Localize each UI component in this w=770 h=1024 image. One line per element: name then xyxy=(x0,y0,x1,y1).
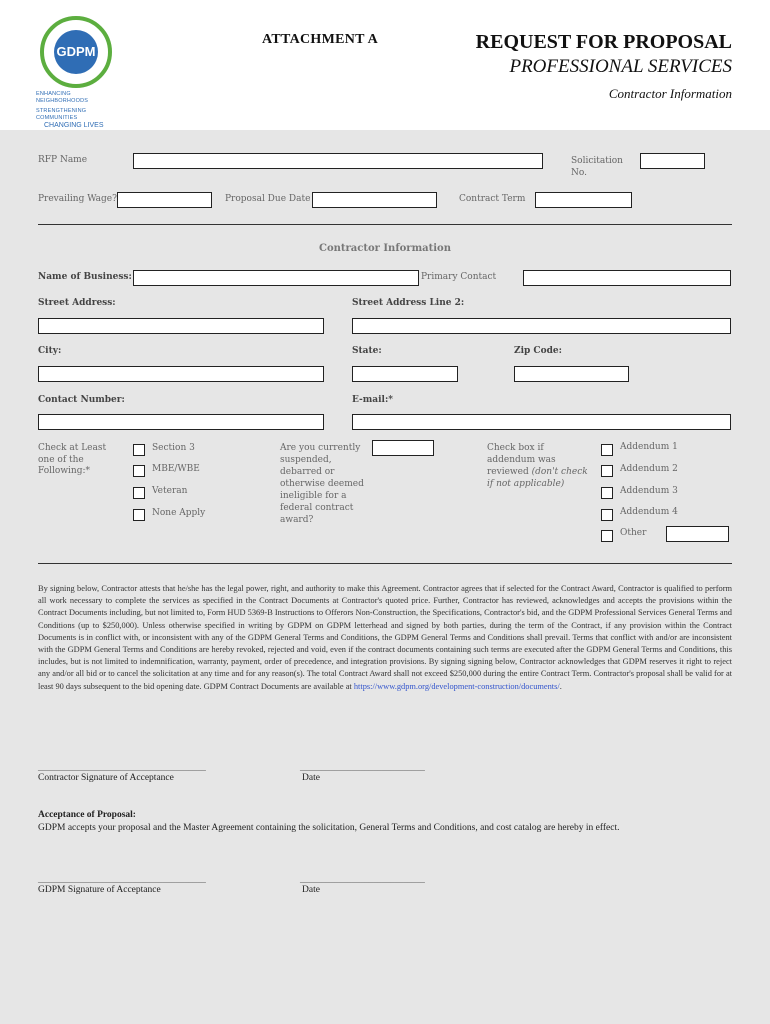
none-apply-checkbox[interactable] xyxy=(133,509,145,521)
addendum-4-label: Addendum 4 xyxy=(620,507,678,517)
gdpm-signature-line[interactable]: _______________________________________ xyxy=(38,874,206,884)
section-3-label: Section 3 xyxy=(152,443,195,453)
primary-contact-field[interactable] xyxy=(523,270,731,286)
divider xyxy=(38,224,732,225)
rfp-title: REQUEST FOR PROPOSAL xyxy=(475,31,732,53)
addendum-3-label: Addendum 3 xyxy=(620,486,678,496)
contract-term-label: Contract Term xyxy=(459,194,526,204)
zip-field[interactable] xyxy=(514,366,629,382)
suspended-question: Are you currently suspended, debarred or otherwise deemed ineligible for a federal contract award? xyxy=(280,443,364,525)
veteran-label: Veteran xyxy=(152,486,188,496)
gdpm-logo xyxy=(36,16,118,129)
addendum-2-checkbox[interactable] xyxy=(601,465,613,477)
addendum-label: Check box if addendum was reviewed xyxy=(487,443,556,477)
suspended-answer-field[interactable] xyxy=(372,440,434,456)
section-3-checkbox[interactable] xyxy=(133,444,145,456)
documents-link[interactable]: https://www.gdpm.org/development-construction/documents/ xyxy=(353,681,560,691)
proposal-due-date-field[interactable] xyxy=(312,192,437,208)
street-address-field[interactable] xyxy=(38,318,324,334)
contact-number-label: Contact Number: xyxy=(38,395,125,405)
proposal-due-date-label: Proposal Due Date xyxy=(225,194,311,204)
rfp-name-label: RFP Name xyxy=(38,155,88,165)
gdpm-signature-label: GDPM Signature of Acceptance xyxy=(38,885,161,895)
agreement-text: By signing below, Contractor attests that he/she has the legal power, right, and authority to make this Agreement. Contractor agrees that if selected for the Contract Award, Contractor is qualified to perform all work necessary to complete the services as specified in the Contract Documents at Contractor's quoted price. Further, Contractor has reviewed, acknowledges and accepts the provisions within the Contract Documents including, but not limited to, Form HUD 5369-B Instructions to Offerors Non-Construction, the Specifications, Contractor's bid, and the GDPM Professional Services General Terms and Conditions (up to $250,000). Unless otherwise specified in writing by GDPM on GDPM letterhead and signed by both parties, during the term of the Contract, if any provision within the Contract Documents is in conflict with, or inconsistent with any of the GDPM General Terms and Conditions, the GDPM General Terms and Conditions shall prevail. Terms that conflict with and/or are inconsistent with the GDPM General Terms and Conditions are hereby revoked, rejected and void, even if the contract documents containing such terms are executed after the GDPM General Terms and Conditions, this includes, but is not limited to indemnification, warranty, payment, order of precedence, and integration provisions. By signing signing below, Contractor acknowledges that GDPM reserves it right to reject any and/or all bid or to cancel the solicitation at any time and for any reason(s). The total Contract Award shall not exceed $250,000 during the entire Contract Term. Contractor's proposal shall be valid for at least 90 days subsequent to the bid opening date. GDPM Contract Documents are available at xyxy=(38,584,732,691)
contractor-signature-label: Contractor Signature of Acceptance xyxy=(38,773,174,783)
zip-label: Zip Code: xyxy=(514,346,562,356)
email-label: E-mail:* xyxy=(352,395,393,405)
contact-number-field[interactable] xyxy=(38,414,324,430)
city-label: City: xyxy=(38,346,62,356)
other-label: Other xyxy=(620,528,647,538)
acceptance-title: Acceptance of Proposal: xyxy=(38,810,136,820)
street-address-label: Street Address: xyxy=(38,298,116,308)
addendum-1-checkbox[interactable] xyxy=(601,444,613,456)
section-subtitle: Contractor Information xyxy=(608,86,732,101)
email-field[interactable] xyxy=(352,414,731,430)
rfp-name-field[interactable] xyxy=(133,153,543,169)
city-field[interactable] xyxy=(38,366,324,382)
addendum-instructions xyxy=(487,442,591,490)
solicitation-no-field[interactable] xyxy=(640,153,705,169)
prevailing-wage-label: Prevailing Wage? xyxy=(38,194,117,204)
attachment-label: ATTACHMENT A xyxy=(262,32,379,47)
business-name-label: Name of Business: xyxy=(38,272,132,282)
addendum-note: (don't check if not applicable) xyxy=(487,467,588,489)
divider-2 xyxy=(38,563,732,564)
rfp-subtitle: PROFESSIONAL SERVICES xyxy=(509,56,732,77)
primary-contact-label: Primary Contact xyxy=(421,272,497,282)
rfp-title-block xyxy=(476,31,732,102)
acceptance-text: GDPM accepts your proposal and the Master Agreement containing the solicitation, General Terms and Conditions, and cost catalog are hereby in effect. xyxy=(38,823,620,833)
logo-tagline-3: CHANGING LIVES xyxy=(44,122,104,129)
street-address-2-label: Street Address Line 2: xyxy=(352,298,465,308)
agreement-paragraph xyxy=(38,583,732,693)
gdpm-date-line[interactable]: _____________________________ xyxy=(300,874,425,884)
contract-term-field[interactable] xyxy=(535,192,632,208)
mbe-wbe-label: MBE/WBE xyxy=(152,464,200,474)
contractor-signature-line[interactable]: _______________________________________ xyxy=(38,762,206,772)
contractor-date-line[interactable]: _____________________________ xyxy=(300,762,425,772)
contractor-section-title: Contractor Information xyxy=(318,243,451,254)
contractor-date-label: Date xyxy=(302,773,320,783)
addendum-1-label: Addendum 1 xyxy=(620,442,678,452)
addendum-2-label: Addendum 2 xyxy=(620,464,678,474)
logo-tagline-2: STRENGTHENING COMMUNITIES xyxy=(36,108,87,121)
other-checkbox[interactable] xyxy=(601,530,613,542)
none-apply-label: None Apply xyxy=(152,508,206,518)
check-at-least-one-label: Check at Least one of the Following:* xyxy=(38,443,107,476)
solicitation-no-label: Solicitation No. xyxy=(571,156,623,178)
state-field[interactable] xyxy=(352,366,458,382)
gdpm-date-label: Date xyxy=(302,885,320,895)
logo-circle xyxy=(40,16,112,88)
addendum-3-checkbox[interactable] xyxy=(601,487,613,499)
business-name-field[interactable] xyxy=(133,270,419,286)
prevailing-wage-field[interactable] xyxy=(117,192,212,208)
agreement-end: . xyxy=(559,681,562,691)
logo-tagline-1: ENHANCING NEIGHBORHOODS xyxy=(36,91,89,104)
addendum-4-checkbox[interactable] xyxy=(601,509,613,521)
street-address-2-field[interactable] xyxy=(352,318,731,334)
veteran-checkbox[interactable] xyxy=(133,487,145,499)
logo-initials: GDPM xyxy=(56,44,96,59)
state-label: State: xyxy=(352,346,382,356)
mbe-wbe-checkbox[interactable] xyxy=(133,465,145,477)
other-field[interactable] xyxy=(666,526,729,542)
